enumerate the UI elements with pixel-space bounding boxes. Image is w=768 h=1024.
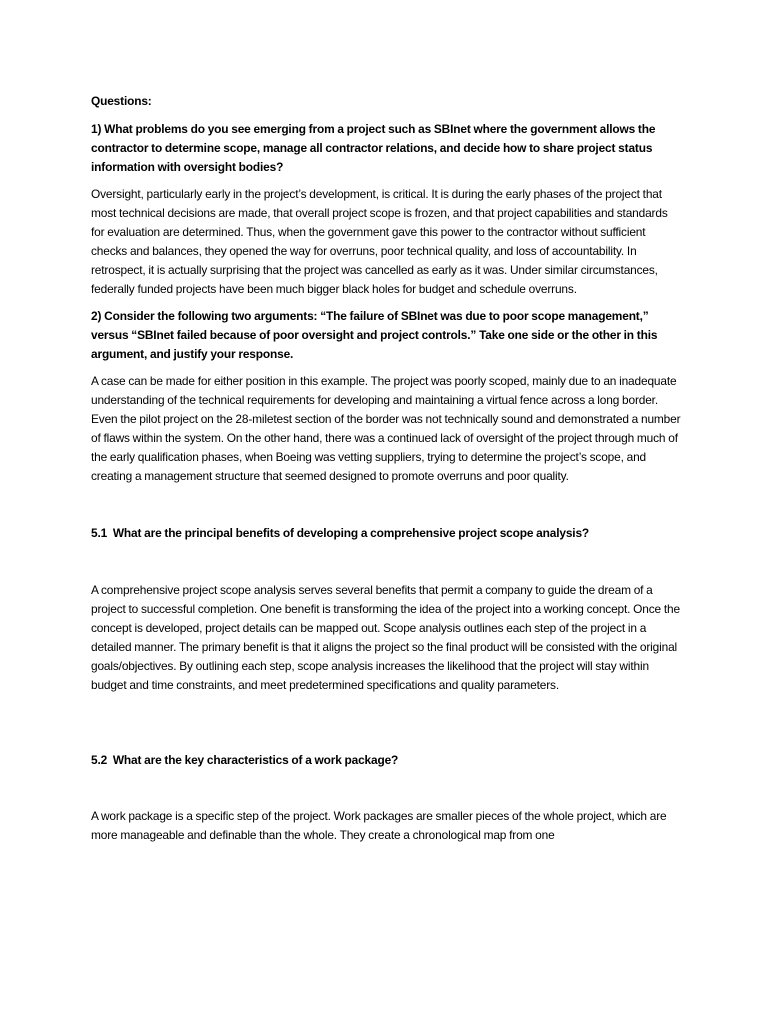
answer-5-1: A comprehensive project scope analysis serves several benefits that permit a company to guide the dream of a project to successful completion. One benefit is transforming the idea of the project into a working concept. Once the concept is developed, project details can be mapped out. Scope analysis outlines each step of the project in a detailed manner. The primary benefit is that it aligns the project so the final product will be consisted with the original goals/objectives. By outlining each step, scope analysis increases the likelihood that the project will stay within budget and time constraints, and meet predetermined specifications and quality parameters. xyxy=(91,583,680,692)
question-1 xyxy=(91,120,681,177)
question-5-2-text: What are the key characteristics of a work package? xyxy=(112,753,399,767)
answer-5-2: A work package is a specific step of the project. Work packages are smaller pieces of the whole project, which are more manageable and definable than the whole. They create a chronological map from one xyxy=(91,809,667,842)
document-body xyxy=(91,92,681,845)
question-5-2 xyxy=(91,751,681,770)
question-5-1-text: What are the principal benefits of developing a comprehensive project scope analysis? xyxy=(112,526,590,540)
answer-1: Oversight, particularly early in the project’s development, is critical. It is during the early phases of the project that most technical decisions are made, that overall project scope is frozen, and that project capabilities and standards for evaluation are determined. Thus, when the government gave this power to the contractor without sufficient checks and balances, they opened the way for overruns, poor technical quality, and loss of accountability. In retrospect, it is actually surprising that the project was cancelled as early as it was. Under similar circumstances, federally funded projects have been much bigger black holes for budget and schedule overruns. xyxy=(91,187,668,296)
question-2-number: 2) xyxy=(91,309,102,323)
question-1-text: What problems do you see emerging from a project such as SBInet where the government allows the contractor to determine scope, manage all contractor relations, and decide how to share project status information with oversight bodies? xyxy=(91,122,656,174)
question-5-2-number: 5.2 xyxy=(91,753,108,767)
question-2 xyxy=(91,307,681,364)
questions-heading: Questions: xyxy=(91,94,152,108)
answer-2: A case can be made for either position in this example. The project was poorly scoped, mainly due to an inadequate understanding of the technical requirements for developing and maintaining a virtual fence across a long border. Even the pilot project on the 28-miletest section of the border was not technically sound and demonstrated a number of flaws within the system. On the other hand, there was a continued lack of oversight of the project through much of the early qualification phases, when Boeing was vetting suppliers, trying to determine the project’s scope, and creating a management structure that seemed designed to promote overruns and poor quality. xyxy=(91,374,681,483)
question-5-1 xyxy=(91,524,681,543)
question-1-number: 1) xyxy=(91,122,102,136)
question-5-1-number: 5.1 xyxy=(91,526,108,540)
question-2-text: Consider the following two arguments: “The failure of SBInet was due to poor scope management,” versus “SBInet failed because of poor oversight and project controls.” Take one side or the other in this argument, and justify your response. xyxy=(91,309,658,361)
